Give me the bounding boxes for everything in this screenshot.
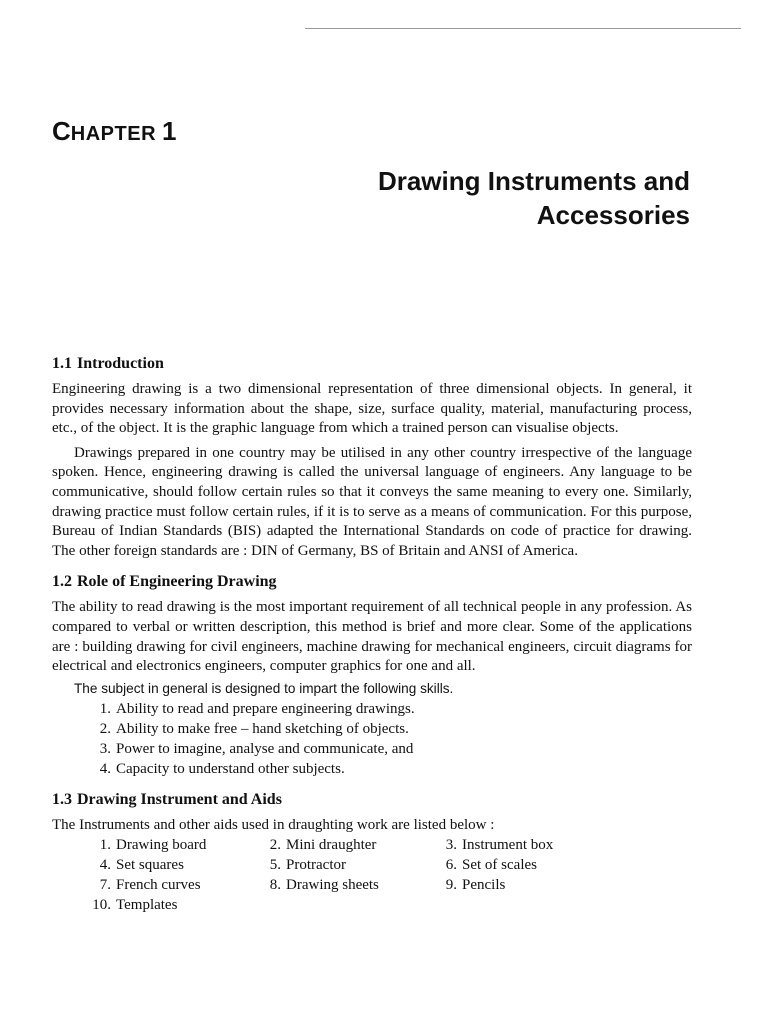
instruments-list — [52, 835, 692, 915]
paragraph: The Instruments and other aids used in draughting work are listed below : — [52, 816, 495, 833]
chapter-title-line-2: Accessories — [536, 200, 690, 230]
page-content — [52, 353, 692, 915]
list-item-number: 8. — [269, 877, 281, 894]
list-item — [52, 875, 264, 895]
header-rule — [305, 28, 741, 29]
list-item-number: 7. — [99, 877, 111, 894]
list-item — [264, 855, 434, 875]
list-item-text: Ability to read and prepare engineering drawings. — [116, 700, 415, 717]
list-item-text: Drawing sheets — [286, 877, 379, 894]
chapter-title — [230, 164, 690, 232]
list-item-number: 2. — [269, 837, 281, 854]
paragraph: The ability to read drawing is the most important requirement of all technical people in any profession. As compared to verbal or written description, this method is brief and more clear. Some of the applications are : building drawing for civil engineers, machine drawing for mechanical engineers, circuit diagrams for electrical and electronics engineers, computer graphics for one and all. — [52, 599, 692, 675]
list-item — [264, 875, 434, 895]
section-number: 1.2 — [52, 573, 72, 591]
skills-intro: The subject in general is designed to impart the following skills. — [74, 680, 454, 696]
chapter-label-initial: C — [52, 116, 71, 146]
section-heading — [52, 353, 692, 375]
list-item-text: Set squares — [116, 857, 184, 874]
section-title: Role of Engineering Drawing — [77, 573, 277, 591]
section-title: Drawing Instrument and Aids — [77, 790, 282, 808]
list-item-text: Drawing board — [116, 837, 207, 854]
list-item — [52, 855, 264, 875]
section-number: 1.3 — [52, 790, 72, 808]
list-item-number: 3. — [445, 837, 457, 854]
list-item-number: 4. — [99, 760, 111, 777]
chapter-label-rest: HAPTER — [70, 123, 157, 145]
list-item-number: 1. — [99, 837, 111, 854]
list-item — [434, 835, 594, 855]
list-item — [52, 719, 692, 739]
section-title: Introduction — [77, 355, 164, 372]
list-item-text: Capacity to understand other subjects. — [116, 760, 345, 777]
list-item — [52, 895, 264, 915]
list-item-text: Instrument box — [462, 837, 554, 854]
list-item-number: 3. — [99, 740, 111, 757]
paragraph: Engineering drawing is a two dimensional representation of three dimensional objects. In general, it provides necessary information about the shape, size, surface quality, material, manufacturing process, etc., of the object. It is the graphic language from which a trained person can visualise objects. — [52, 381, 692, 437]
chapter-title-line-1: Drawing Instruments and — [377, 166, 690, 196]
list-item-text: Ability to make free – hand sketching of objects. — [116, 720, 409, 737]
list-item-number: 6. — [445, 857, 457, 874]
list-item — [434, 875, 594, 895]
list-item — [52, 835, 264, 855]
section-instruments — [52, 789, 692, 916]
list-item — [52, 699, 692, 719]
section-heading — [52, 571, 692, 593]
list-item-number: 9. — [445, 877, 457, 894]
section-role — [52, 571, 692, 778]
list-item-text: Mini draughter — [286, 837, 377, 854]
section-introduction — [52, 353, 692, 561]
list-item-number: 4. — [99, 857, 111, 874]
list-item-text: Set of scales — [462, 857, 537, 874]
section-number: 1.1 — [52, 355, 72, 372]
list-item-number: 5. — [269, 857, 281, 874]
paragraph: Drawings prepared in one country may be utilised in any other country irrespective of the language spoken. Hence, engineering drawing is called the universal language of engineers. Any language to be communicative, should follow certain rules so that it conveys the same meaning to every one. Similarly, drawing practice must follow certain rules, if it is to serve as a means of communication. For this purpose, Bureau of Indian Standards (BIS) adapted the International Standards on code of practice for drawing. The other foreign standards are : DIN of Germany, BS of Britain and ANSI of America. — [52, 444, 692, 559]
list-item — [264, 835, 434, 855]
list-item — [52, 739, 692, 759]
list-item-text: Power to imagine, analyse and communicate, and — [116, 740, 414, 757]
list-item-text: French curves — [116, 877, 201, 894]
list-item-number: 10. — [92, 897, 111, 914]
chapter-number: 1 — [162, 116, 177, 146]
skills-list — [52, 699, 692, 779]
list-item-text: Protractor — [286, 857, 346, 874]
list-item-text: Templates — [116, 897, 178, 914]
list-item — [434, 855, 594, 875]
chapter-label — [52, 118, 176, 145]
list-item-number: 2. — [99, 720, 111, 737]
section-heading — [52, 789, 692, 811]
list-item — [52, 759, 692, 779]
list-item-number: 1. — [99, 700, 111, 717]
list-item-text: Pencils — [462, 877, 506, 894]
